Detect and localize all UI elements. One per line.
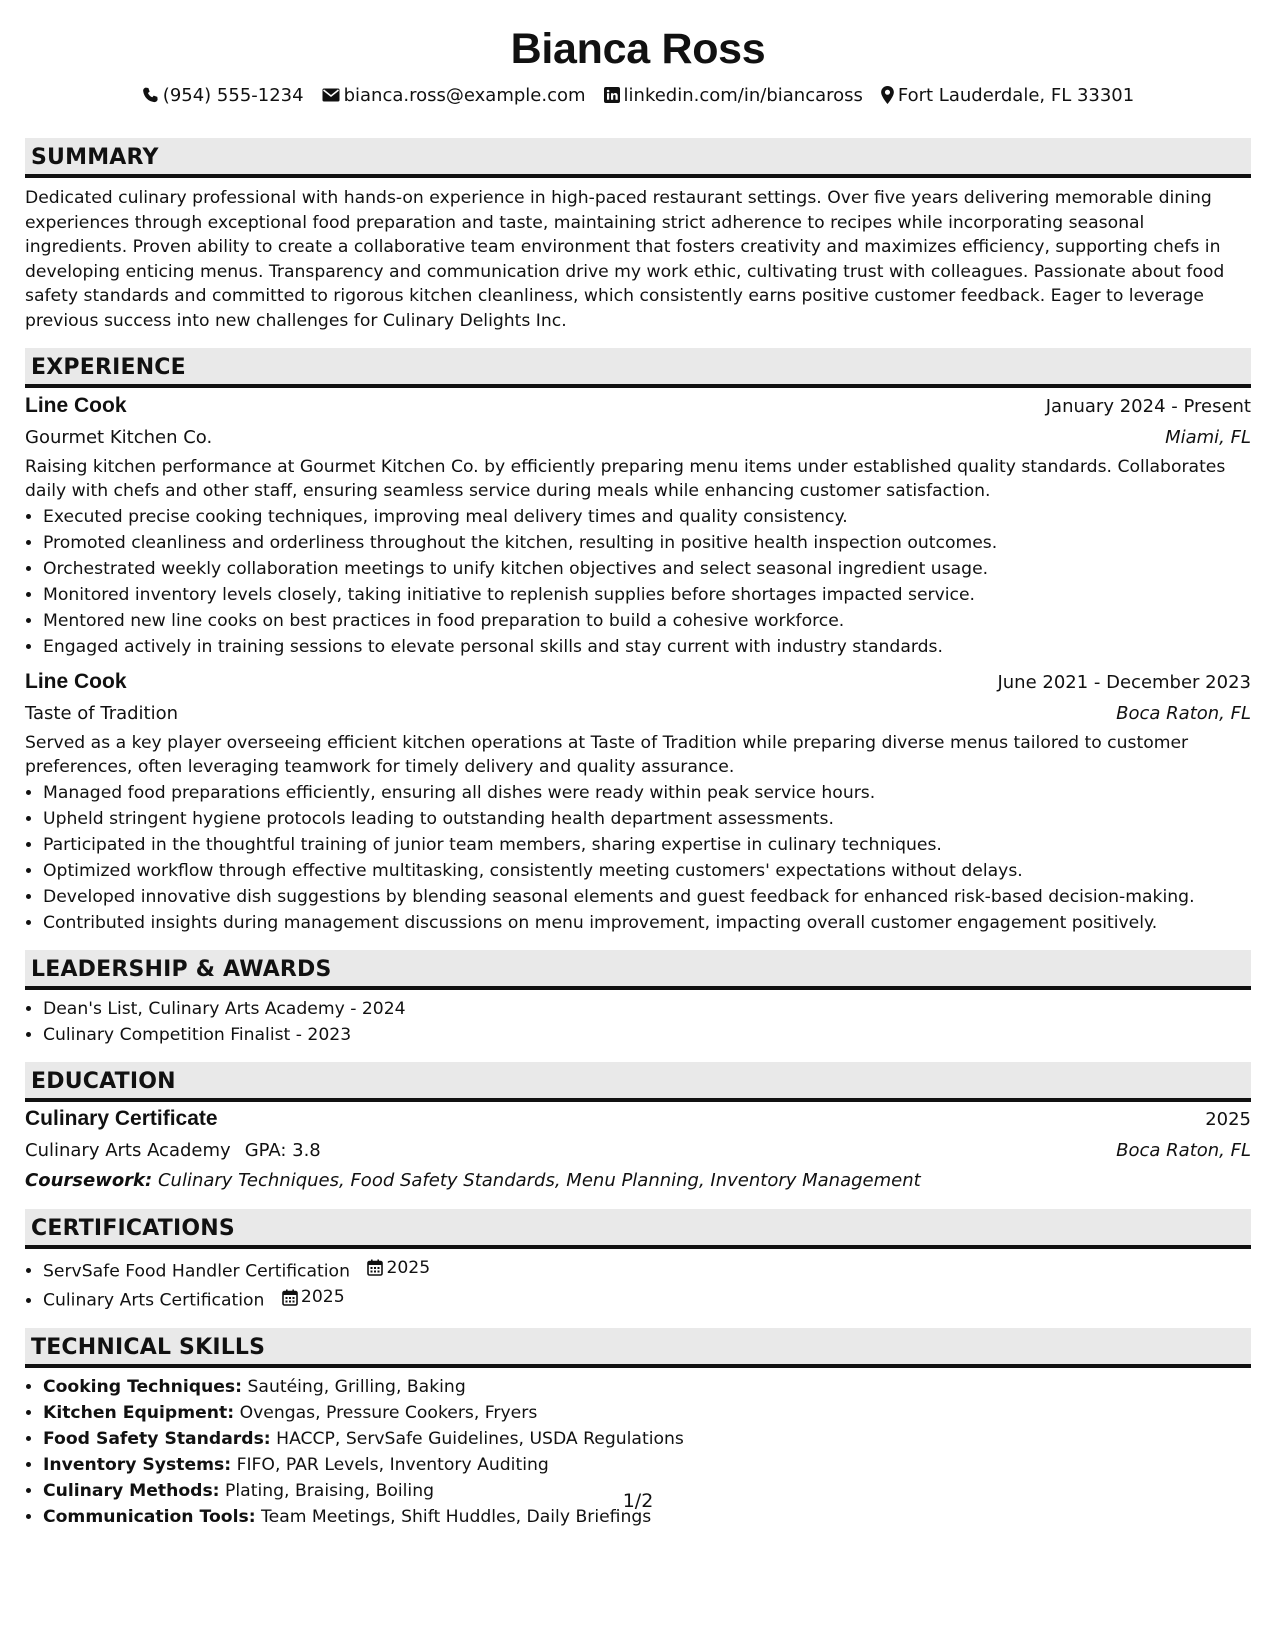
phone-icon — [142, 87, 159, 104]
skill-values: FIFO, PAR Levels, Inventory Auditing — [236, 1454, 549, 1475]
list-item — [43, 1284, 1251, 1314]
coursework-line — [25, 1166, 1251, 1195]
list-item: • Mentored new line cooks on best practices in food preparation to build a cohesive workforce. — [43, 608, 1251, 634]
resume-page — [25, 0, 1251, 1650]
skill-category: Culinary Methods: — [43, 1480, 220, 1501]
job-location: Boca Raton, FL — [1116, 702, 1251, 724]
coursework-list: Culinary Techniques, Food Safety Standards, Menu Planning, Inventory Management — [157, 1169, 921, 1191]
job-company: Taste of Tradition — [25, 702, 179, 724]
list-item: • Culinary Competition Finalist - 2023 — [43, 1022, 1251, 1048]
coursework-label: Coursework: — [25, 1169, 153, 1191]
section-heading-education: EDUCATION — [25, 1062, 1251, 1102]
list-item: • Developed innovative dish suggestions by blending seasonal elements and guest feedback for enhanced risk-based decision-making. — [43, 884, 1251, 910]
job-description: Served as a key player overseeing efficient kitchen operations at Taste of Tradition while preparing diverse menus tailored to customer preferences, often leveraging teamwork for timely delivery and quality assurance. — [25, 732, 1189, 778]
page-number: 1/2 — [622, 1490, 654, 1512]
job-title: Line Cook — [25, 393, 127, 417]
job-entry — [25, 667, 1251, 936]
list-item: • Contributed insights during management discussions on menu improvement, impacting overall customer engagement positively. — [43, 910, 1251, 936]
gpa-text: GPA: 3.8 — [244, 1139, 321, 1161]
list-item: • Optimized workflow through effective multitasking, consistently meeting customers' expectations without delays. — [43, 858, 1251, 884]
experience-section — [25, 348, 1251, 936]
list-item: • Participated in the thoughtful training of junior team members, sharing expertise in culinary techniques. — [43, 832, 1251, 858]
list-item — [43, 1400, 1251, 1426]
education-subheader — [25, 1135, 1251, 1166]
list-item: • Promoted cleanliness and orderliness throughout the kitchen, resulting in positive health inspection outcomes. — [43, 530, 1251, 556]
contact-bar — [25, 82, 1251, 108]
awards-section — [25, 950, 1251, 1048]
education-header — [25, 1104, 1251, 1135]
list-item: • Upheld stringent hygiene protocols leading to outstanding health department assessments. — [43, 806, 1251, 832]
list-item — [43, 1452, 1251, 1478]
job-dates: June 2021 - December 2023 — [997, 671, 1251, 693]
section-heading-skills: TECHNICAL SKILLS — [25, 1328, 1251, 1368]
skill-category: Inventory Systems: — [43, 1454, 232, 1475]
calendar-icon — [282, 1289, 298, 1306]
list-item: • Monitored inventory levels closely, taking initiative to replenish supplies before shortages impacted service. — [43, 582, 1251, 608]
job-bullets — [25, 780, 1251, 936]
contact-phone — [142, 85, 304, 106]
linkedin-link[interactable]: linkedin.com/in/biancaross — [623, 84, 863, 106]
list-item — [43, 1374, 1251, 1400]
cert-name: Culinary Arts Certification — [43, 1290, 265, 1311]
list-item: • Dean's List, Culinary Arts Academy - 2024 — [43, 996, 1251, 1022]
contact-email[interactable] — [322, 85, 586, 106]
skill-category: Kitchen Equipment: — [43, 1402, 235, 1423]
skill-values: Ovengas, Pressure Cookers, Fryers — [239, 1402, 538, 1423]
job-bullets — [25, 504, 1251, 660]
skill-values: Team Meetings, Shift Huddles, Daily Briefings — [261, 1506, 652, 1527]
map-pin-icon — [881, 86, 894, 104]
section-heading-certifications: CERTIFICATIONS — [25, 1209, 1251, 1249]
school-location: Boca Raton, FL — [1116, 1139, 1251, 1161]
list-item: • Executed precise cooking techniques, improving meal delivery times and quality consistency. — [43, 504, 1251, 530]
job-description: Raising kitchen performance at Gourmet Kitchen Co. by efficiently preparing menu items under established quality standards. Collaborates daily with chefs and other staff, ensuring seamless service during meals while enhancing customer satisfaction. — [25, 456, 1226, 502]
skill-values: Sautéing, Grilling, Baking — [247, 1376, 466, 1397]
education-section — [25, 1062, 1251, 1195]
cert-date — [282, 1284, 345, 1310]
school-line — [25, 1135, 321, 1166]
list-item — [43, 1255, 1251, 1285]
linkedin-icon — [604, 87, 620, 103]
degree-title: Culinary Certificate — [25, 1106, 218, 1130]
job-dates: January 2024 - Present — [1045, 395, 1251, 417]
awards-list — [25, 996, 1251, 1048]
job-entry — [25, 391, 1251, 660]
job-subheader — [25, 422, 1251, 453]
job-location: Miami, FL — [1165, 426, 1251, 448]
list-item: • Orchestrated weekly collaboration meetings to unify kitchen objectives and select seasonal ingredient usage. — [43, 556, 1251, 582]
skill-values: Plating, Braising, Boiling — [225, 1480, 435, 1501]
degree-year: 2025 — [1205, 1108, 1251, 1130]
school-name: Culinary Arts Academy — [25, 1139, 231, 1161]
envelope-icon — [322, 88, 340, 102]
skill-values: HACCP, ServSafe Guidelines, USDA Regulations — [276, 1428, 684, 1449]
summary-section — [25, 138, 1251, 334]
contact-location — [881, 85, 1134, 106]
cert-date — [367, 1255, 430, 1281]
cert-year: 2025 — [300, 1287, 345, 1308]
job-subheader — [25, 698, 1251, 729]
certifications-section — [25, 1209, 1251, 1314]
email-link[interactable]: bianca.ross@example.com — [343, 84, 586, 106]
job-header — [25, 391, 1251, 422]
cert-year: 2025 — [386, 1257, 431, 1278]
certifications-list — [25, 1255, 1251, 1314]
summary-text: Dedicated culinary professional with hands-on experience in high-paced restaurant settings. Over five years delivering memorable dining experiences through exceptional food preparation and taste, maintaining strict adherence to recipes while incorporating seasonal ingredients. Proven ability to create a collaborative team environment that fosters creativity and maximizes efficiency, supporting chefs in developing enticing menus. Transparency and communication drive my work ethic, cultivating trust with colleagues. Passionate about food safety standards and committed to rigorous kitchen cleanliness, which consistently earns positive customer feedback. Eager to leverage previous success into new challenges for Culinary Delights Inc. — [25, 188, 1225, 331]
cert-name: ServSafe Food Handler Certification — [43, 1261, 350, 1282]
job-title: Line Cook — [25, 669, 127, 693]
contact-linkedin[interactable] — [604, 85, 863, 106]
skill-category: Communication Tools: — [43, 1506, 256, 1527]
list-item — [43, 1426, 1251, 1452]
section-heading-summary: SUMMARY — [25, 138, 1251, 178]
list-item: • Managed food preparations efficiently, ensuring all dishes were ready within peak service hours. — [43, 780, 1251, 806]
calendar-icon — [367, 1259, 383, 1276]
candidate-name: Bianca Ross — [510, 25, 766, 73]
section-heading-awards: LEADERSHIP & AWARDS — [25, 950, 1251, 990]
list-item: • Engaged actively in training sessions to elevate personal skills and stay current with industry standards. — [43, 634, 1251, 660]
skill-category: Cooking Techniques: — [43, 1376, 243, 1397]
phone-text: (954) 555-1234 — [162, 84, 304, 106]
location-text: Fort Lauderdale, FL 33301 — [897, 84, 1135, 106]
skill-category: Food Safety Standards: — [43, 1428, 271, 1449]
section-heading-experience: EXPERIENCE — [25, 348, 1251, 388]
job-header — [25, 667, 1251, 698]
job-company: Gourmet Kitchen Co. — [25, 426, 213, 448]
